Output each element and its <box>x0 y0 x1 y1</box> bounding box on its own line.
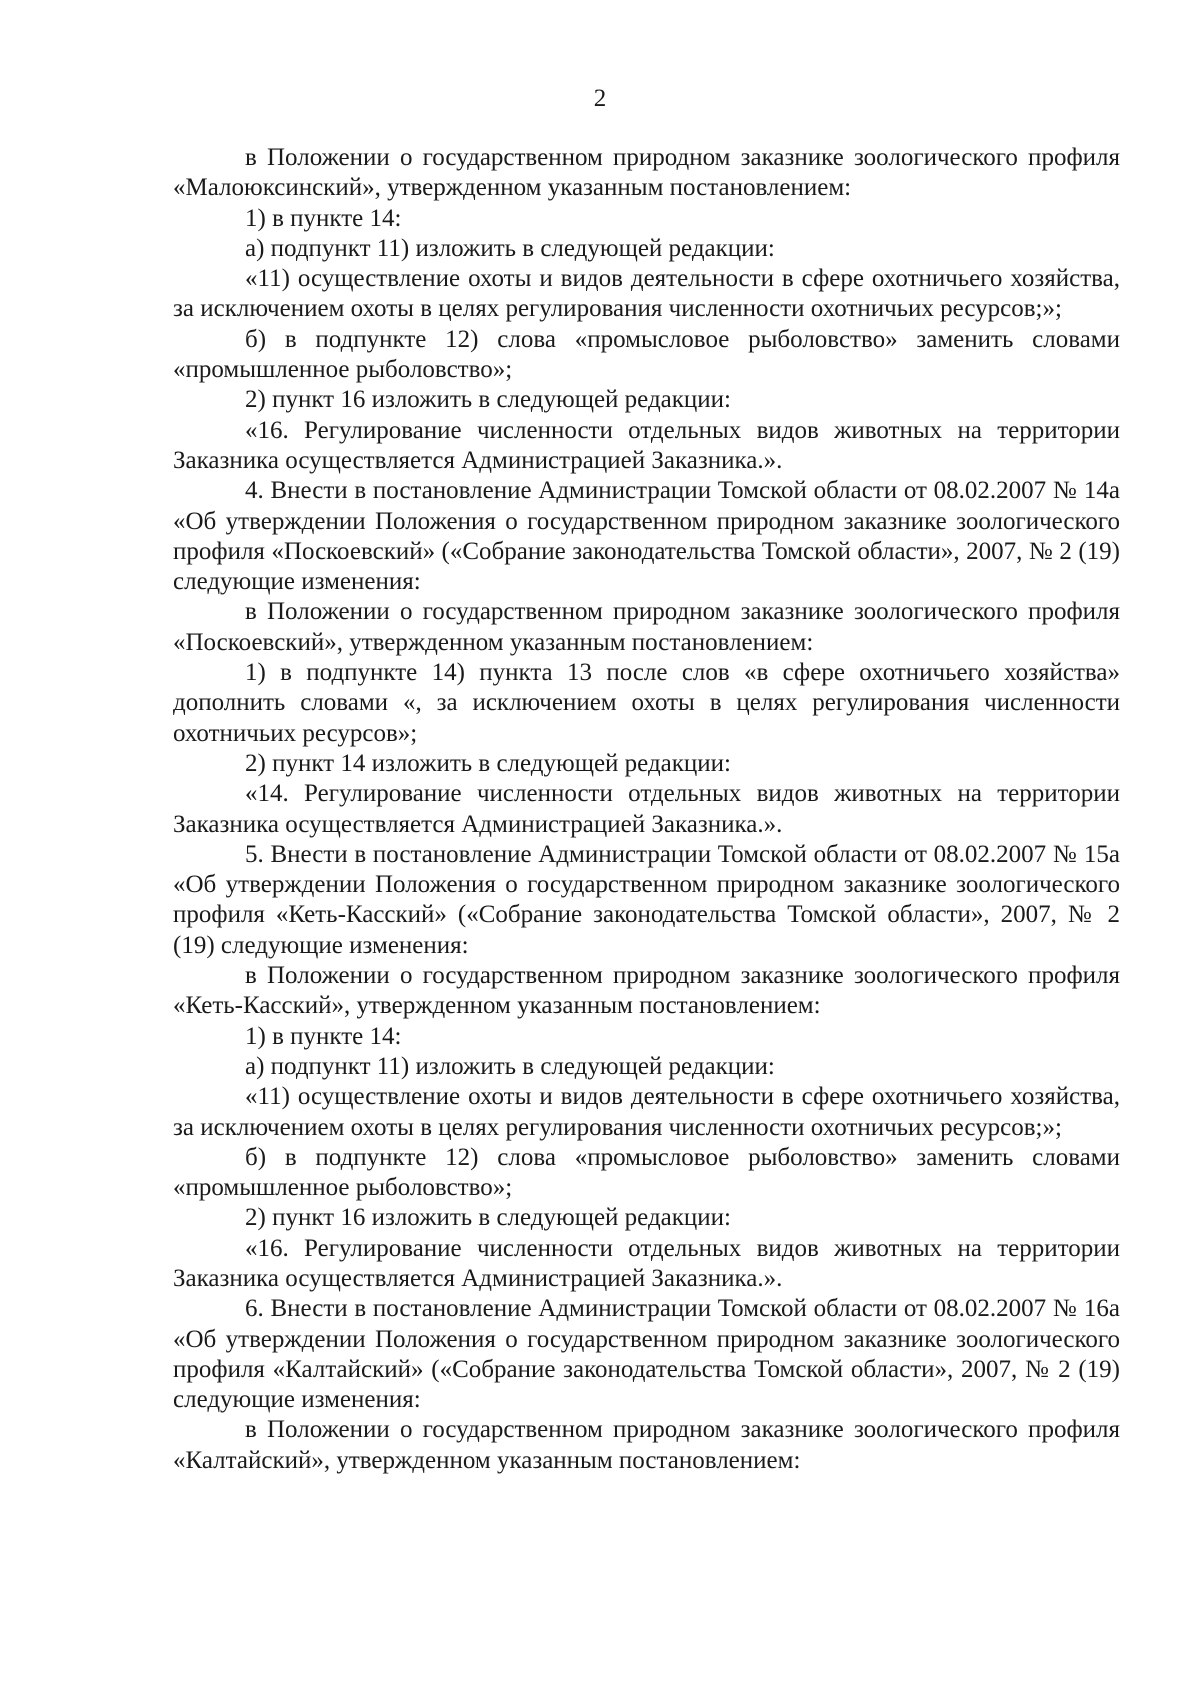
paragraph: а) подпункт 11) изложить в следующей редакции: <box>245 234 775 262</box>
paragraph: «11) осуществление охоты и видов деятельности в сфере охотничьего хозяйства, за исключением охоты в целях регулирования численности охотничьих ресурсов;»; <box>173 1083 1120 1141</box>
paragraph: в Положении о государственном природном заказнике зоологического профиля «Кеть-Касский», утвержденном указанным постановлением: <box>173 962 1120 1020</box>
paragraph: 1) в пункте 14: <box>245 1022 402 1050</box>
paragraph: в Положении о государственном природном заказнике зоологического профиля «Калтайский», утвержденном указанным постановлением: <box>173 1416 1120 1474</box>
paragraph: 6. Внести в постановление Администрации Томской области от 08.02.2007 № 16а «Об утверждении Положения о государственном природном заказнике зоологического профиля «Калтайский» («Собрание законодательства Томской области», 2007, № 2 (19) следующие изменения: <box>173 1295 1120 1414</box>
document-body <box>173 143 1120 1476</box>
paragraph: в Положении о государственном природном заказнике зоологического профиля «Малоюксинский», утвержденном указанным постановлением: <box>173 144 1120 202</box>
paragraph: «16. Регулирование численности отдельных видов животных на территории Заказника осуществляется Администрацией Заказника.». <box>173 416 1120 474</box>
paragraph: а) подпункт 11) изложить в следующей редакции: <box>245 1052 775 1080</box>
paragraph: 4. Внести в постановление Администрации Томской области от 08.02.2007 № 14а «Об утверждении Положения о государственном природном заказнике зоологического профиля «Поскоевский» («Собрание законодательства Томской области», 2007, № 2 (19) следующие изменения: <box>173 477 1120 596</box>
paragraph: б) в подпункте 12) слова «промысловое рыболовство» заменить словами «промышленное рыболовство»; <box>173 325 1120 384</box>
page-number: 2 <box>593 85 607 112</box>
paragraph: 2) пункт 16 изложить в следующей редакции: <box>245 1204 731 1232</box>
paragraph: б) в подпункте 12) слова «промысловое рыболовство» заменить словами «промышленное рыболовство»; <box>173 1143 1120 1202</box>
paragraph: «16. Регулирование численности отдельных видов животных на территории Заказника осуществляется Администрацией Заказника.». <box>173 1234 1120 1292</box>
paragraph: в Положении о государственном природном заказнике зоологического профиля «Поскоевский», утвержденном указанным постановлением: <box>173 598 1120 656</box>
paragraph: 1) в подпункте 14) пункта 13 после слов «в сфере охотничьего хозяйства» дополнить словами «, за исключением охоты в целях регулирования численности охотничьих ресурсов»; <box>173 659 1120 747</box>
paragraph: 1) в пункте 14: <box>245 204 402 232</box>
paragraph: 5. Внести в постановление Администрации Томской области от 08.02.2007 № 15а «Об утверждении Положения о государственном природном заказнике зоологического профиля «Кеть-Касский» («Собрание законодательства Томской области», 2007, № 2 (19) следующие изменения: <box>173 840 1120 959</box>
paragraph: 2) пункт 16 изложить в следующей редакции: <box>245 386 731 414</box>
paragraph: 2) пункт 14 изложить в следующей редакции: <box>245 749 731 777</box>
paragraph: «11) осуществление охоты и видов деятельности в сфере охотничьего хозяйства, за исключением охоты в целях регулирования численности охотничьих ресурсов;»; <box>173 265 1120 323</box>
paragraph: «14. Регулирование численности отдельных видов животных на территории Заказника осуществляется Администрацией Заказника.». <box>173 780 1120 838</box>
